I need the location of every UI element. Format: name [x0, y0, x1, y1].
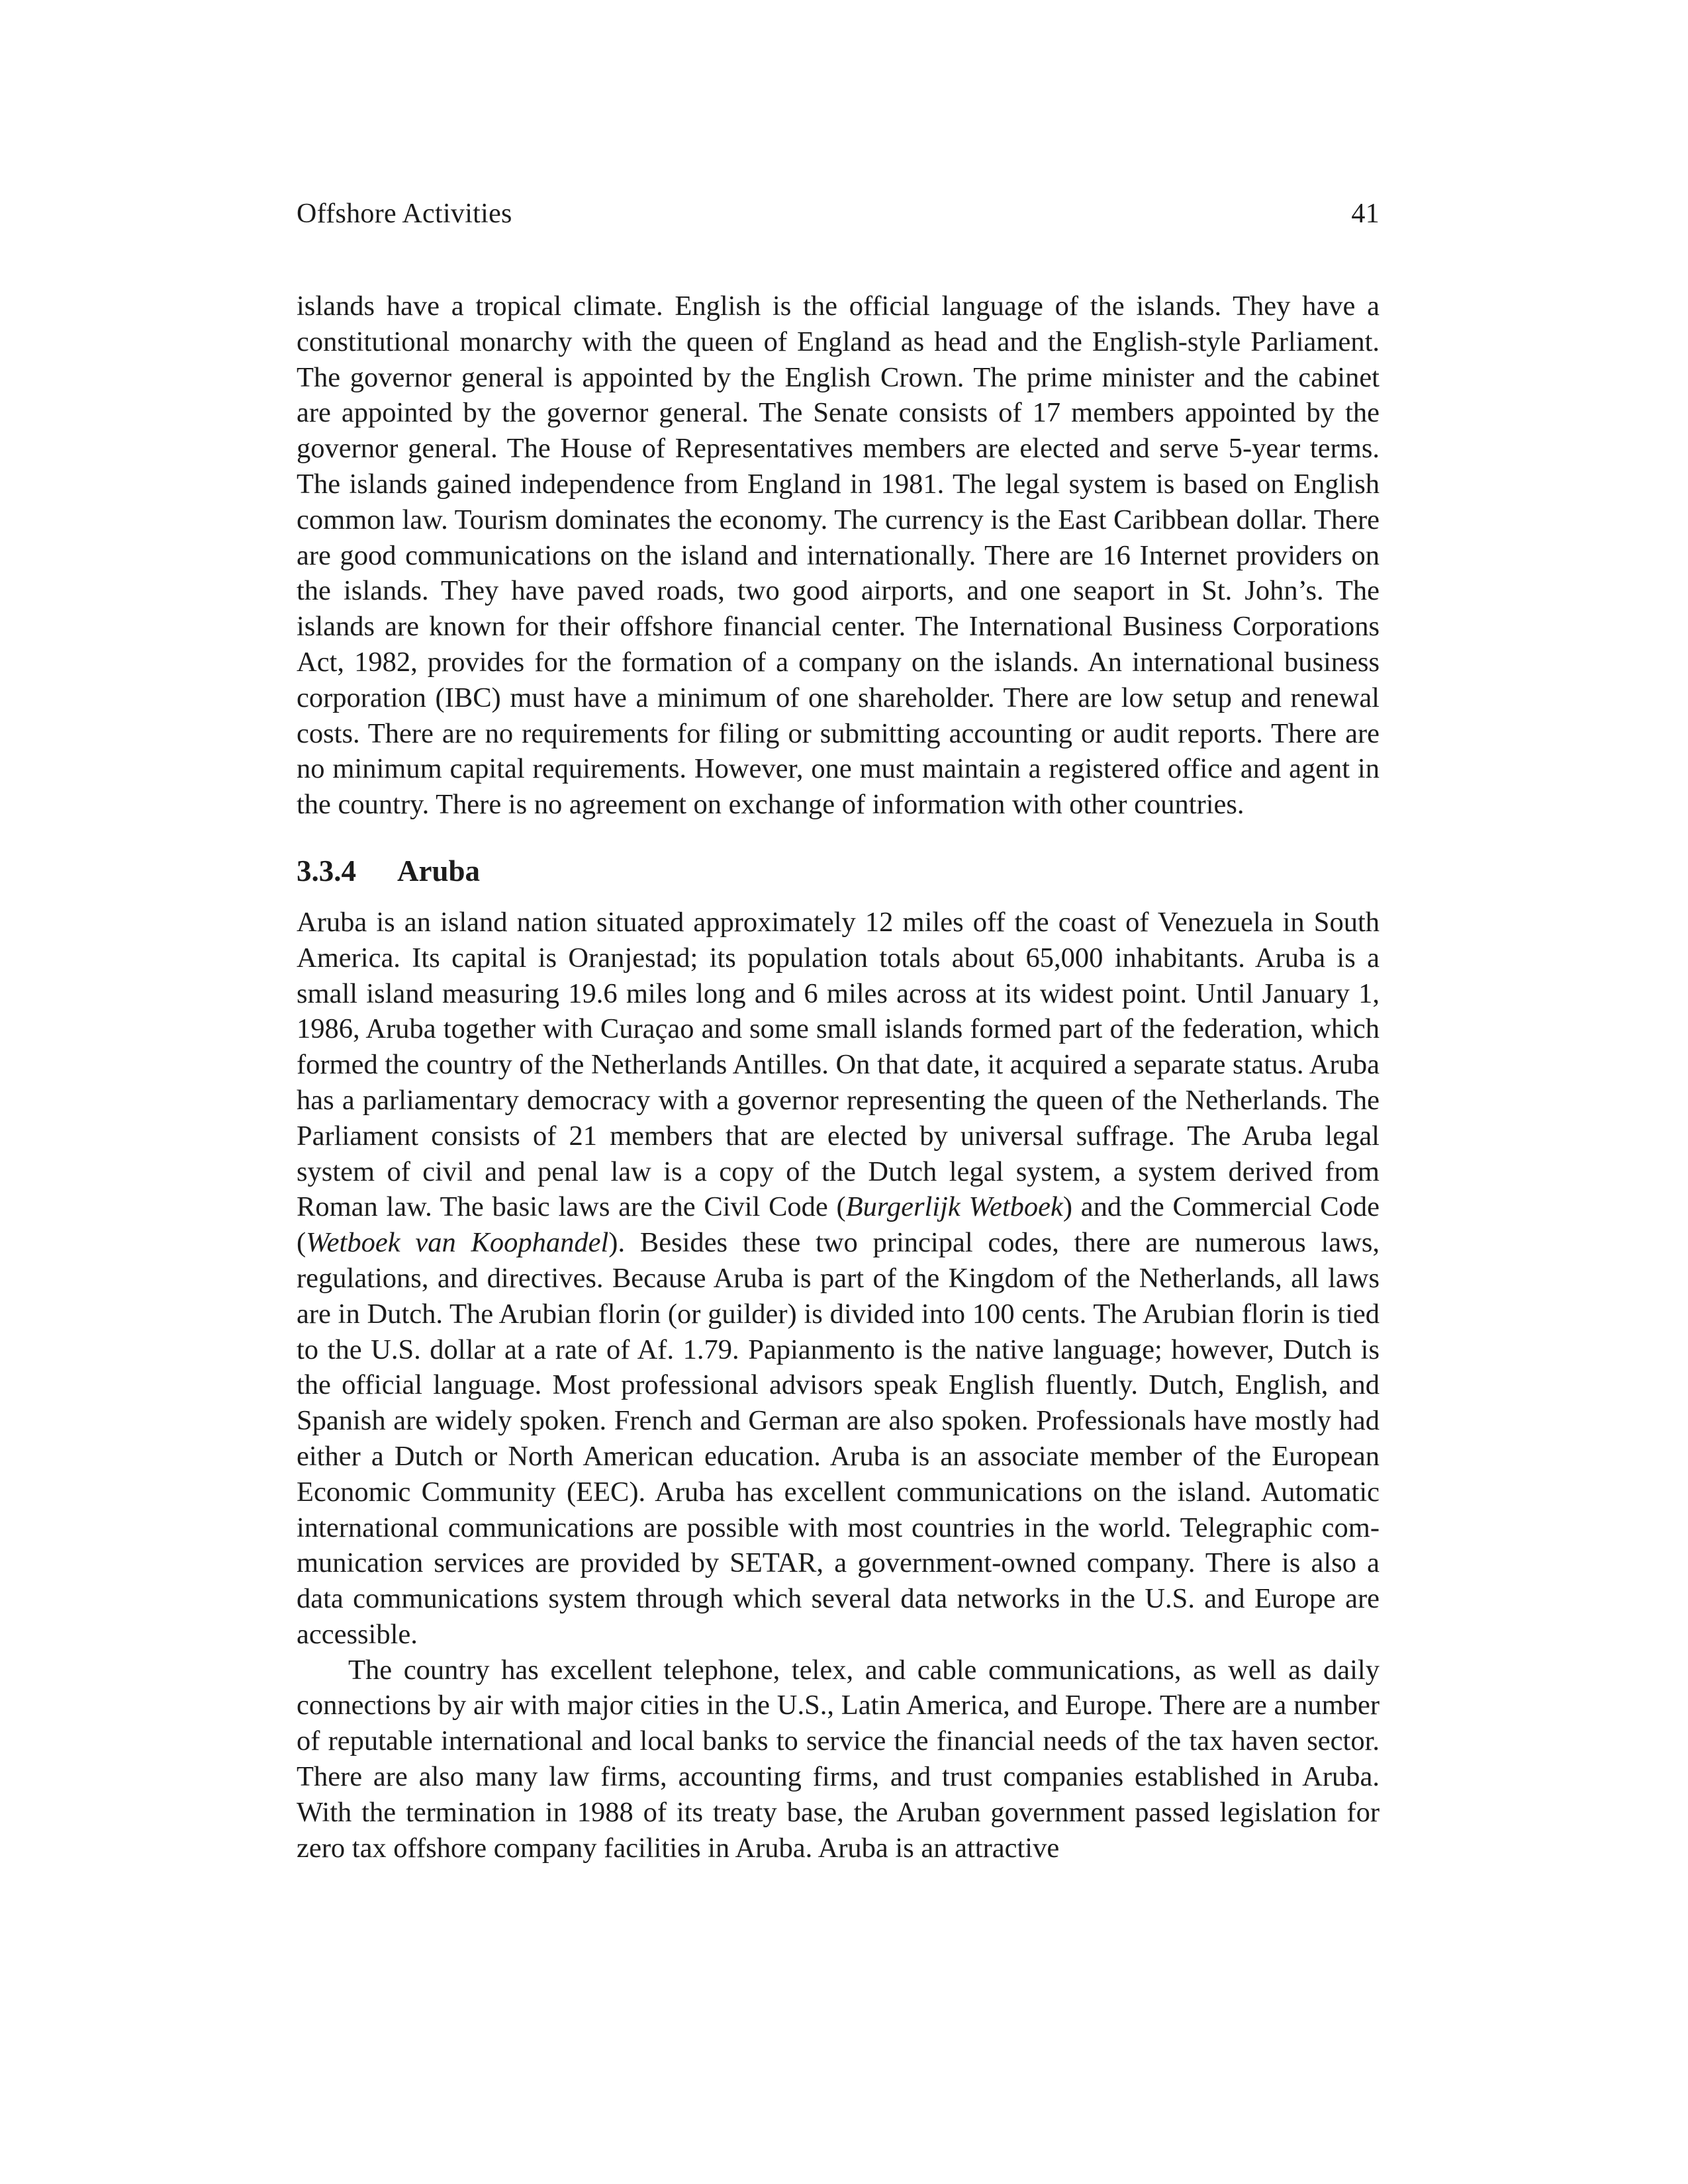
aruba-paragraph-1 [297, 905, 1380, 1653]
commercial-code-title: Wetboek van Koophandel [306, 1227, 609, 1259]
aruba-text-part-a: Aruba is an island nation situated approximately 12 miles off the coast of Venezuela in South America. Its capital is Oranjestad; its population totals about 65,000 inhabitants. Aruba is a small island measuring 19.6 miles long and 6 miles across at its widest point. Until January 1, 1986, Aruba together with Curaçao and some small islands formed part of the federation, which formed the country of the Netherlands Antilles. On that date, it acquired a separate status. Aruba has a parliamentary democracy with a governor representing the queen of the Netherlands. The Parliament consists of 21 members that are elected by universal suffrage. The Aruba legal system of civil and penal law is a copy of the Dutch legal system, a system derived from Roman law. The basic laws are the Civil Code ( [297, 906, 1380, 1223]
running-header [297, 196, 1380, 232]
intro-paragraph: islands have a tropical climate. English is the official language of the islands. They have a constitutional monarchy with the queen of England as head and the English-style Parliament. The governor general is appointed by the English Crown. The prime minister and the cabinet are appointed by the governor general. The Senate consists of 17 members appointed by the governor general. The House of Representatives members are elected and serve 5-year terms. The islands gained independence from England in 1981. The legal system is based on English common law. Tourism dominates the economy. The currency is the East Caribbean dollar. There are good communications on the island and internationally. There are 16 Internet providers on the islands. They have paved roads, two good airports, and one seaport in St. John’s. The islands are known for their offshore financial center. The International Business Corporations Act, 1982, provides for the formation of a company on the islands. An international business corporation (IBC) must have a minimum of one shareholder. There are low setup and renewal costs. There are no requirements for filing or submitting accounting or audit reports. There are no minimum capital requirements. However, one must maintain a registered office and agent in the country. There is no agreement on exchange of information with other countries. [297, 291, 1380, 821]
aruba-text-part-c: ). Besides these two principal codes, there are numerous laws, regulations, and directives. Because Aruba is part of the Kingdom of the Netherlands, all laws are in Dutch. The Arubian florin (or guilder) is divided into 100 cents. The Arubian florin is tied to the U.S. dollar at a rate of Af. 1.79. Papianmento is the native language; however, Dutch is the official language. Most professional advisors speak English fluently. Dutch, English, and Spanish are widely spoken. French and German are also spoken. Professionals have mostly had either a Dutch or North American education. Aruba is an associate member of the European Economic Community (EEC). Aruba has excellent communications on the island. Automatic international communications are possible with most countries in the world. Telegraphic communication services are provided by SETAR, a government-owned company. There is also a data communications system through which several data networks in the U.S. and Europe are accessible. [297, 1227, 1380, 1650]
civil-code-title: Burgerlijk Wetboek [845, 1191, 1063, 1223]
section-number: 3.3.4 [297, 854, 356, 887]
body-text [297, 289, 1380, 1866]
aruba-paragraph-2: The country has excellent telephone, telex, and cable communications, as well as daily connections by air with major cities in the U.S., Latin America, and Europe. There are a number of reputable international and local banks to service the financial needs of the tax haven sector. There are also many law firms, accounting firms, and trust companies established in Aruba. With the termination in 1988 of its treaty base, the Aruban government passed legislation for zero tax offshore company facilities in Aruba. Aruba is an attractive [297, 1654, 1380, 1864]
section-title: Aruba [397, 854, 481, 887]
page-number: 41 [1351, 199, 1380, 229]
running-title: Offshore Activities [297, 199, 512, 229]
aruba-text-part-b: ) and the Commercial Code ( [297, 1191, 1380, 1259]
section-heading [297, 852, 1380, 890]
book-page [297, 196, 1380, 1866]
